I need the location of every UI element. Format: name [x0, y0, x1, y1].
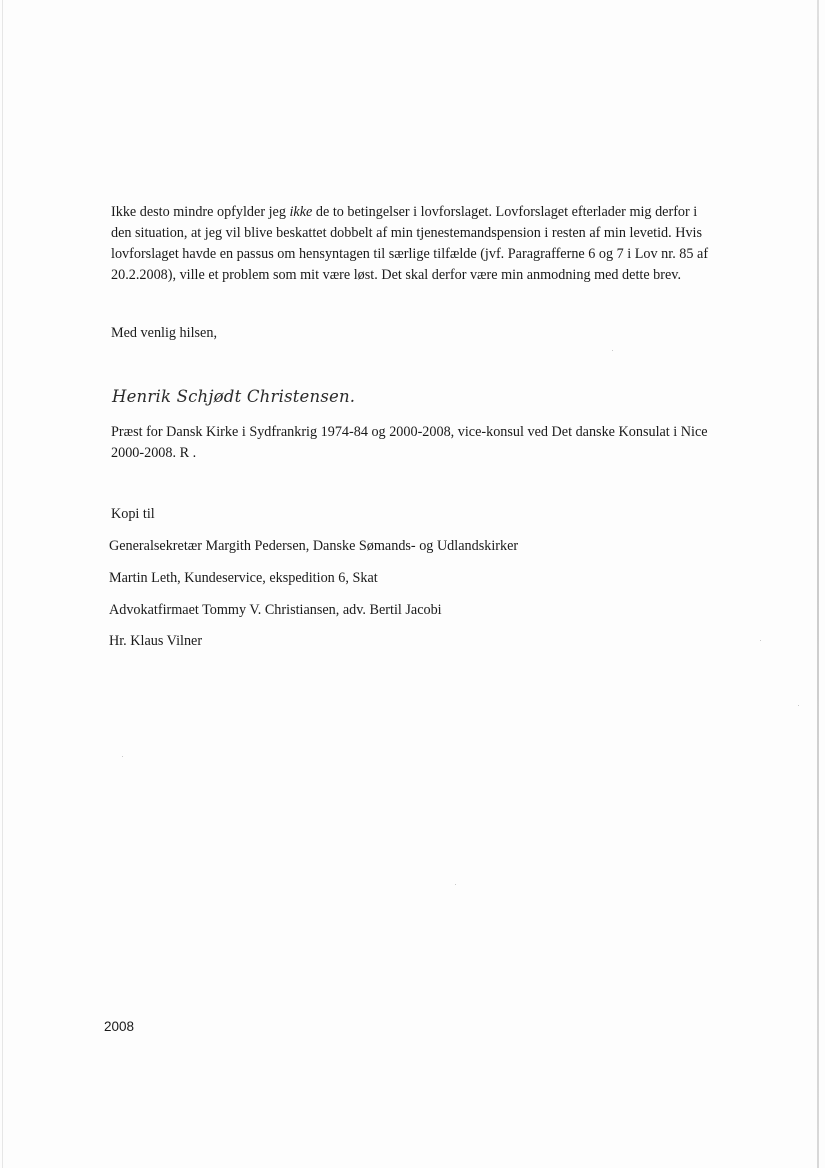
footer-year: 2008 — [104, 1019, 135, 1034]
scan-edge-left — [2, 0, 3, 1168]
paragraph-segment-emphasis: ikke — [289, 204, 313, 220]
scan-edge-right — [817, 0, 819, 1168]
body-paragraph — [111, 202, 716, 286]
paragraph-segment-rest: de to betingelser i lovforslaget. Lovforslaget efterlader mig derfor i den situation, at jeg vil blive beskattet dobbelt af min tjenestemandspension i resten af min levetid. Hvis lovforslaget havde en passus om hensyntagen til særlige tilfælde (jvf. Paragrafferne 6 og 7 i Lov nr. 85 af 20.2.2008), ville et problem som mit være løst. Det skal derfor være min anmodning med dette brev. — [111, 204, 709, 283]
cc-recipient: Martin Leth, Kundeservice, ekspedition 6, Skat — [109, 570, 378, 586]
closing-salutation: Med venlig hilsen, — [111, 325, 217, 341]
cc-recipient: Advokatfirmaet Tommy V. Christiansen, adv. Bertil Jacobi — [109, 602, 442, 618]
scan-speck — [760, 640, 761, 641]
cc-label: Kopi til — [111, 506, 155, 522]
body-paragraph-text — [111, 202, 716, 286]
paragraph-segment-intro: Ikke desto mindre opfylder jeg — [111, 204, 290, 220]
signer-title: Præst for Dansk Kirke i Sydfrankrig 1974-84 og 2000-2008, vice-konsul ved Det danske Konsulat i Nice 2000-2008. R . — [111, 424, 708, 461]
scan-speck — [798, 705, 799, 706]
scan-speck — [122, 756, 123, 757]
scan-speck — [612, 350, 613, 351]
cc-recipient: Hr. Klaus Vilner — [109, 633, 203, 649]
signature: Henrik Schjødt Christensen. — [112, 387, 356, 406]
cc-recipient: Generalsekretær Margith Pedersen, Danske Sømands- og Udlandskirker — [109, 538, 519, 554]
scan-speck — [455, 884, 456, 885]
